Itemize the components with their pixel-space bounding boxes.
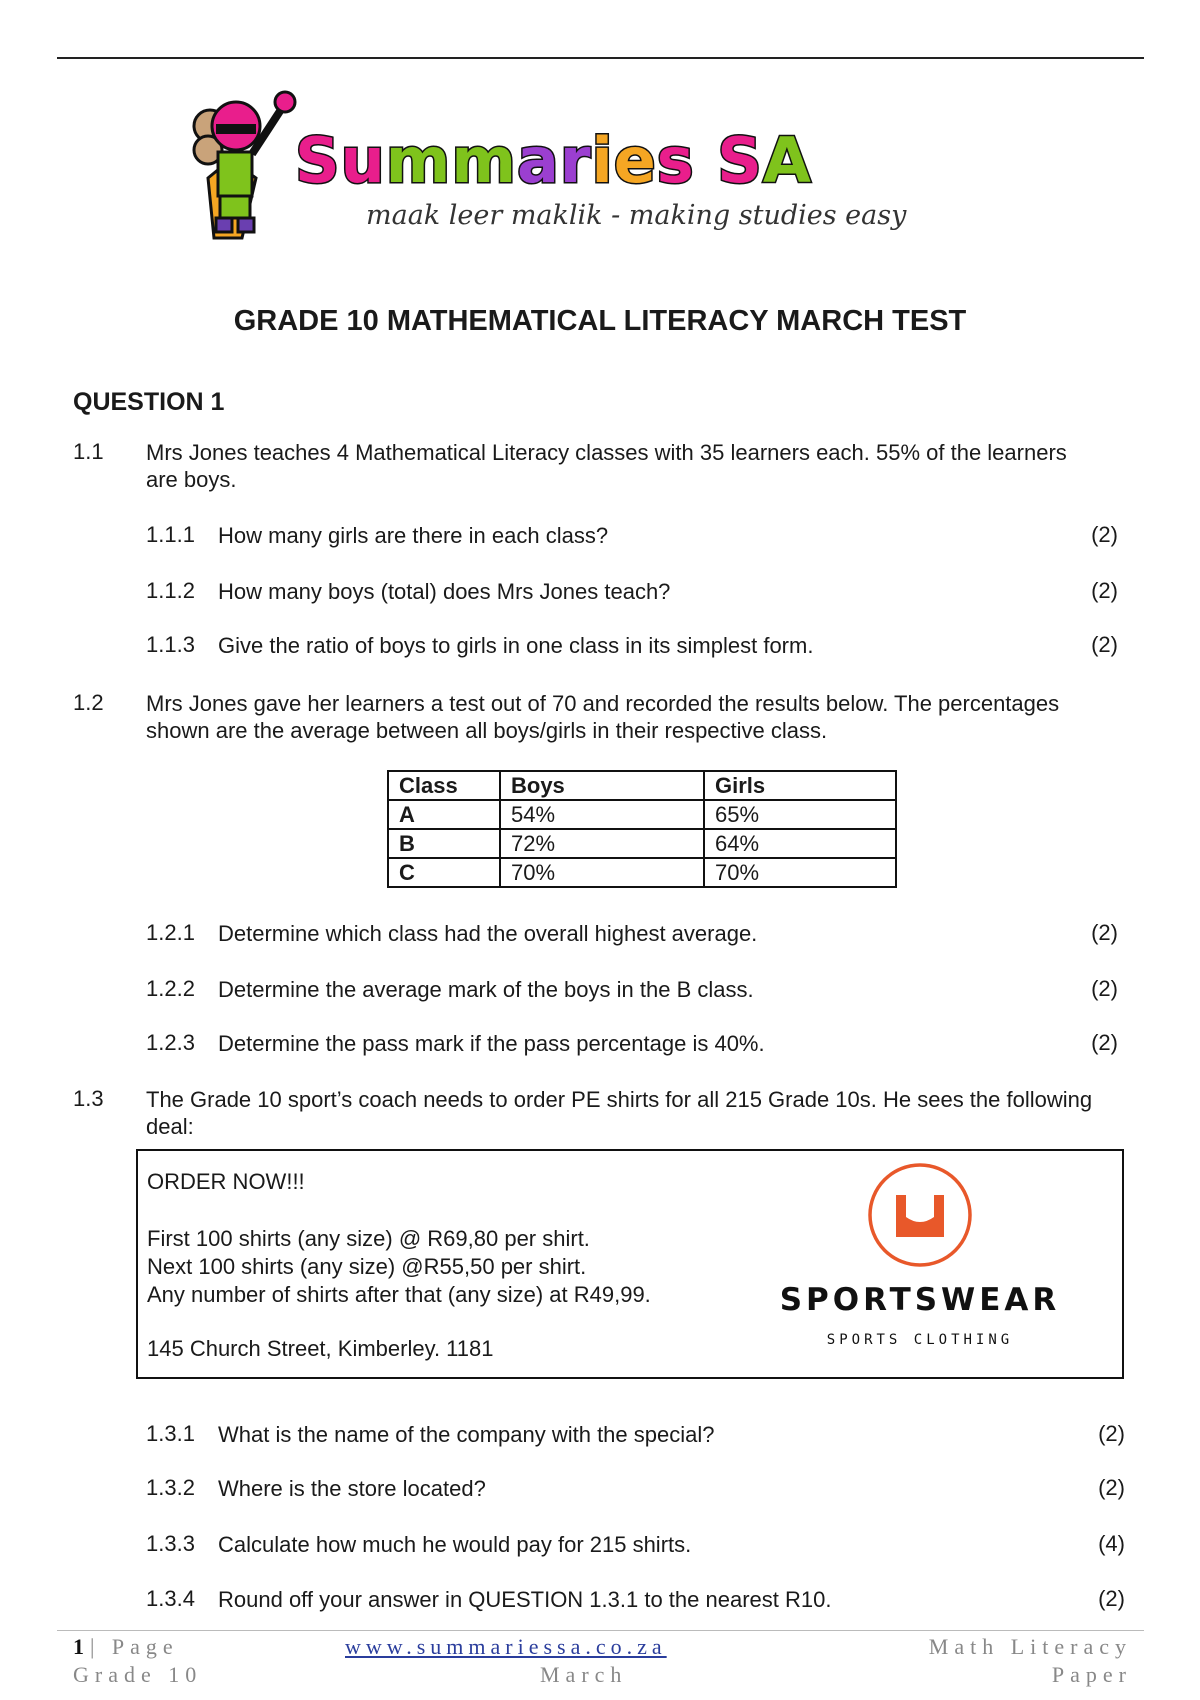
sub-question-text: Determine the pass mark if the pass percentage is 40%. xyxy=(218,1031,765,1056)
advert-address: 145 Church Street, Kimberley. 1181 xyxy=(147,1336,494,1361)
logo-part: S xyxy=(717,124,763,197)
sub-question-text: How many girls are there in each class? xyxy=(218,523,609,548)
question-number: 1.1 xyxy=(73,439,104,464)
mark-allocation: (2) xyxy=(1091,578,1118,603)
question-heading: QUESTION 1 xyxy=(73,388,225,416)
advert-headline: ORDER NOW!!! xyxy=(147,1169,305,1194)
footer-page xyxy=(73,1634,179,1660)
sub-question-number: 1.1.3 xyxy=(146,632,195,657)
logo-wordmark xyxy=(295,124,812,197)
logo-part: ie xyxy=(591,124,657,197)
logo-part: Su xyxy=(295,124,386,197)
sub-question-text: Give the ratio of boys to girls in one class in its simplest form. xyxy=(218,633,814,658)
sub-question-text: What is the name of the company with the special? xyxy=(218,1422,715,1447)
sub-question-text: Round off your answer in QUESTION 1.3.1 to the nearest R10. xyxy=(218,1587,832,1612)
footer-paper: Paper xyxy=(1051,1662,1132,1687)
footer-website-link[interactable]: www.summariessa.co.za xyxy=(345,1634,667,1659)
results-table xyxy=(387,770,897,888)
footer-subject: Math Literacy xyxy=(928,1634,1132,1659)
table-header: Boys xyxy=(500,771,704,800)
logo-part: s xyxy=(656,124,718,197)
mark-allocation: (2) xyxy=(1098,1586,1125,1611)
mascot-icon xyxy=(190,88,300,248)
mark-allocation: (2) xyxy=(1091,1030,1118,1055)
sub-question-text: Determine which class had the overall highest average. xyxy=(218,921,758,946)
table-header: Class xyxy=(388,771,500,800)
logo-part: ar xyxy=(517,124,592,197)
table-row xyxy=(388,800,896,829)
sub-question-number: 1.2.3 xyxy=(146,1030,195,1055)
footer-page-number: 1 xyxy=(73,1634,90,1659)
sub-question-text: How many boys (total) does Mrs Jones teach? xyxy=(218,579,671,604)
mark-allocation: (2) xyxy=(1098,1421,1125,1446)
mark-allocation: (2) xyxy=(1091,920,1118,945)
advert-price-line: First 100 shirts (any size) @ R69,80 per shirt. xyxy=(147,1226,590,1251)
question-number: 1.3 xyxy=(73,1086,104,1111)
table-header-row xyxy=(388,771,896,800)
sub-question-number: 1.2.1 xyxy=(146,920,195,945)
footer-grade: Grade 10 xyxy=(73,1662,203,1687)
footer-month: March xyxy=(540,1662,628,1687)
table-cell: 54% xyxy=(500,800,704,829)
footer-page-label: | Page xyxy=(90,1634,179,1659)
mark-allocation: (2) xyxy=(1091,522,1118,547)
table-cell: 70% xyxy=(500,858,704,887)
table-cell: 70% xyxy=(704,858,896,887)
mark-allocation: (2) xyxy=(1091,632,1118,657)
sub-question-number: 1.1.1 xyxy=(146,522,195,547)
table-cell: 72% xyxy=(500,829,704,858)
table-cell: A xyxy=(388,800,500,829)
sub-question-text: Determine the average mark of the boys in the B class. xyxy=(218,977,754,1002)
table-row xyxy=(388,858,896,887)
footer-rule xyxy=(57,1630,1144,1631)
table-cell: 65% xyxy=(704,800,896,829)
advert-price-line: Any number of shirts after that (any size) at R49,99. xyxy=(147,1282,651,1307)
sub-question-number: 1.3.2 xyxy=(146,1475,195,1500)
sub-question-number: 1.2.2 xyxy=(146,976,195,1001)
logo-tagline: maak leer maklik - making studies easy xyxy=(366,200,907,231)
table-header: Girls xyxy=(704,771,896,800)
sub-question-number: 1.3.1 xyxy=(146,1421,195,1446)
sub-question-number: 1.3.3 xyxy=(146,1531,195,1556)
mark-allocation: (2) xyxy=(1091,976,1118,1001)
advert-brand-name: SPORTSWEAR xyxy=(779,1282,1061,1318)
table-cell: C xyxy=(388,858,500,887)
table-row xyxy=(388,829,896,858)
sub-question-text: Where is the store located? xyxy=(218,1476,486,1501)
advert-price-line: Next 100 shirts (any size) @R55,50 per shirt. xyxy=(147,1254,587,1279)
sportswear-logo-icon xyxy=(866,1161,974,1269)
logo-part: A xyxy=(762,124,812,197)
table-cell: 64% xyxy=(704,829,896,858)
order-advert-box xyxy=(136,1149,1124,1379)
logo-part: mm xyxy=(385,124,518,197)
question-text: The Grade 10 sport’s coach needs to order PE shirts for all 215 Grade 10s. He sees the following deal: xyxy=(146,1087,1093,1139)
sub-question-number: 1.1.2 xyxy=(146,578,195,603)
page-title: GRADE 10 MATHEMATICAL LITERACY MARCH TEST xyxy=(233,305,967,337)
sub-question-text: Calculate how much he would pay for 215 shirts. xyxy=(218,1532,692,1557)
sub-question-number: 1.3.4 xyxy=(146,1586,195,1611)
table-cell: B xyxy=(388,829,500,858)
mark-allocation: (2) xyxy=(1098,1475,1125,1500)
advert-brand-subtitle: SPORTS CLOTHING xyxy=(826,1332,1014,1348)
mark-allocation: (4) xyxy=(1098,1531,1125,1556)
question-number: 1.2 xyxy=(73,690,104,715)
question-text: Mrs Jones teaches 4 Mathematical Literacy classes with 35 learners each. 55% of the learners are boys. xyxy=(146,440,1067,492)
top-rule xyxy=(57,57,1144,59)
summaries-sa-logo xyxy=(190,88,1010,253)
question-text: Mrs Jones gave her learners a test out of 70 and recorded the results below. The percentages shown are the average between all boys/girls in their respective class. xyxy=(146,691,1060,743)
